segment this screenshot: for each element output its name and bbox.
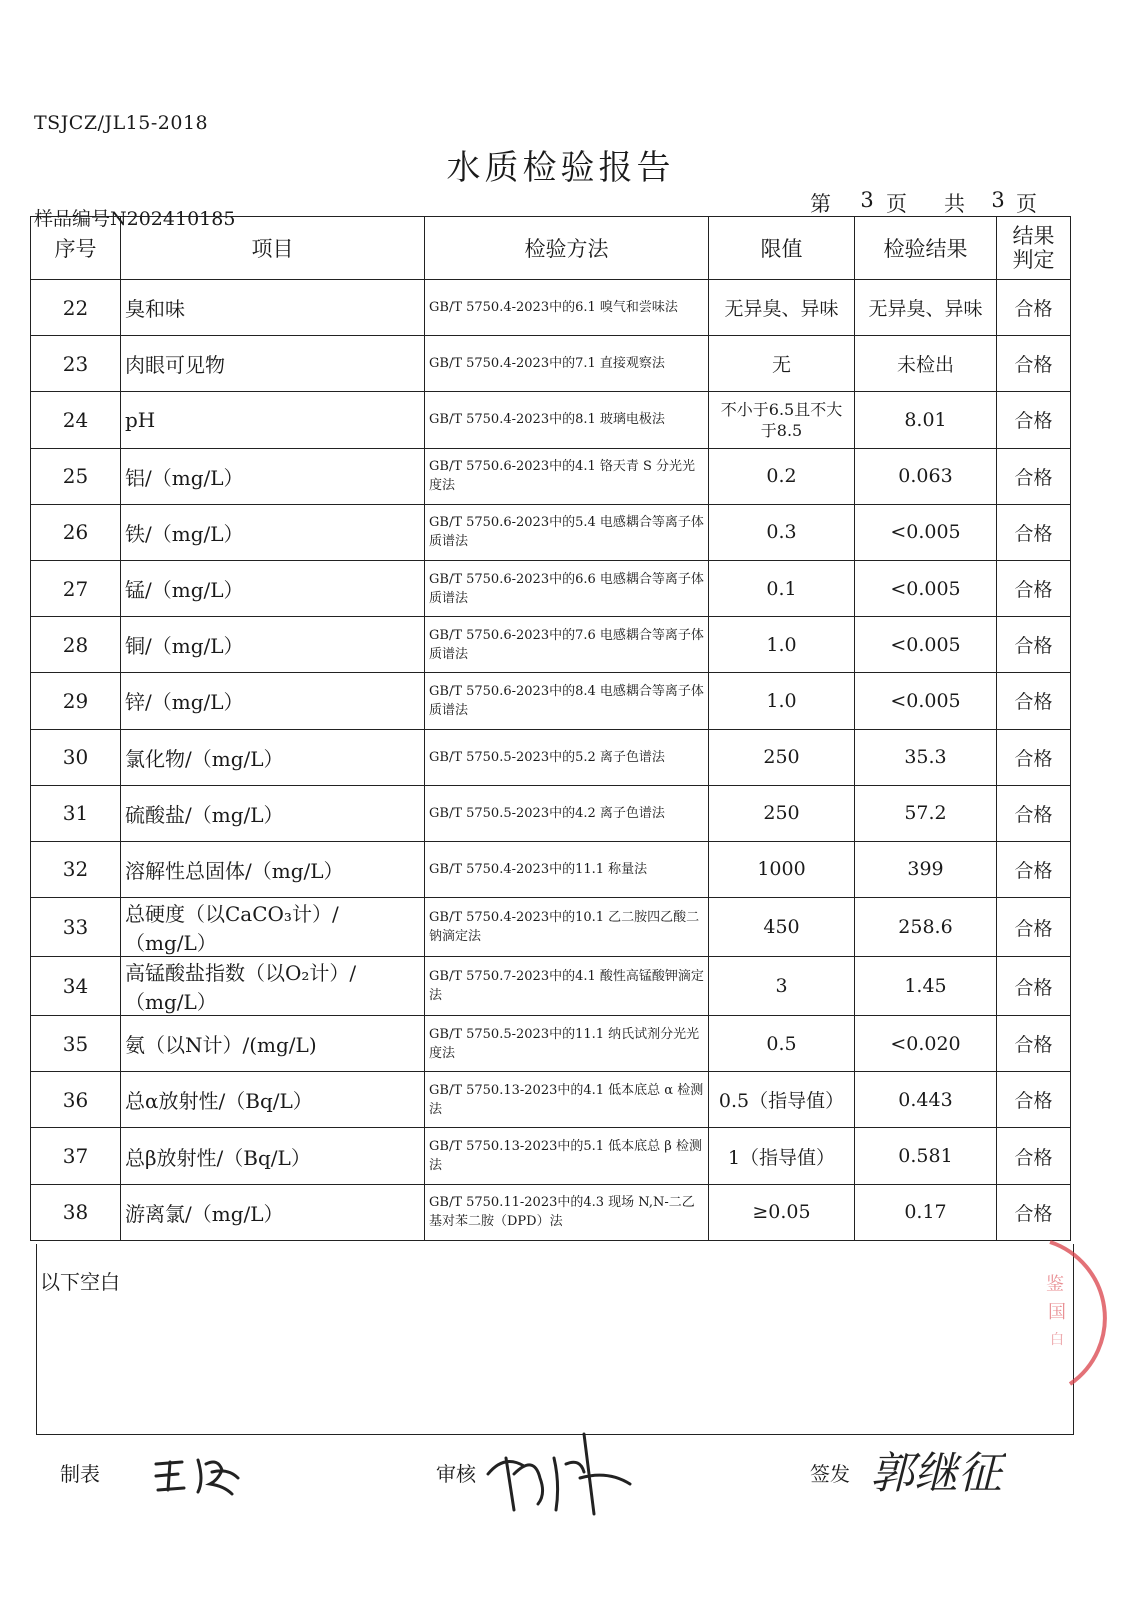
row-method: GB/T 5750.5-2023中的11.1 纳氏试剂分光光度法 [425, 1016, 709, 1072]
table-row [31, 560, 1071, 616]
row-judgement: 合格 [997, 1184, 1071, 1240]
row-number: 38 [31, 1184, 121, 1240]
table-row [31, 841, 1071, 897]
row-limit: 1000 [709, 841, 855, 897]
row-result: <0.005 [855, 673, 997, 729]
row-item: 游离氯/（mg/L） [121, 1184, 425, 1240]
row-method: GB/T 5750.6-2023中的4.1 铬天青 S 分光光度法 [425, 448, 709, 504]
row-result: 1.45 [855, 957, 997, 1016]
row-number: 35 [31, 1016, 121, 1072]
row-method: GB/T 5750.4-2023中的6.1 嗅气和尝味法 [425, 280, 709, 336]
row-method: GB/T 5750.6-2023中的6.6 电感耦合等离子体质谱法 [425, 560, 709, 616]
blank-area [36, 1244, 1074, 1435]
reviewed-label: 审核 [436, 1462, 476, 1486]
row-limit: 0.2 [709, 448, 855, 504]
row-result: 0.17 [855, 1184, 997, 1240]
row-number: 34 [31, 957, 121, 1016]
row-result: 258.6 [855, 898, 997, 957]
row-number: 32 [31, 841, 121, 897]
row-number: 26 [31, 504, 121, 560]
row-number: 31 [31, 785, 121, 841]
row-limit: 3 [709, 957, 855, 1016]
row-method: GB/T 5750.13-2023中的5.1 低本底总 β 检测法 [425, 1128, 709, 1184]
row-method: GB/T 5750.4-2023中的8.1 玻璃电极法 [425, 392, 709, 448]
svg-text:鉴: 鉴 [1046, 1274, 1064, 1295]
row-judgement: 合格 [997, 617, 1071, 673]
row-number: 37 [31, 1128, 121, 1184]
row-limit: 0.5 [709, 1016, 855, 1072]
header-no: 序号 [31, 217, 121, 280]
table-row [31, 898, 1071, 957]
row-item: 硫酸盐/（mg/L） [121, 785, 425, 841]
row-item: 总α放射性/（Bq/L） [121, 1072, 425, 1128]
row-limit: ≥0.05 [709, 1184, 855, 1240]
table-row [31, 617, 1071, 673]
row-method: GB/T 5750.6-2023中的5.4 电感耦合等离子体质谱法 [425, 504, 709, 560]
row-method: GB/T 5750.4-2023中的11.1 称量法 [425, 841, 709, 897]
table-row [31, 785, 1071, 841]
table-row [31, 392, 1071, 448]
row-limit: 1.0 [709, 673, 855, 729]
header-method: 检验方法 [425, 217, 709, 280]
row-judgement: 合格 [997, 785, 1071, 841]
row-limit: 不小于6.5且不大于8.5 [709, 392, 855, 448]
row-judgement: 合格 [997, 504, 1071, 560]
row-item: 氨（以N计）/(mg/L) [121, 1016, 425, 1072]
row-judgement: 合格 [997, 1072, 1071, 1128]
table-row [31, 957, 1071, 1016]
row-result: <0.005 [855, 560, 997, 616]
row-limit: 250 [709, 785, 855, 841]
blank-note: 以下空白 [40, 1270, 120, 1294]
row-item: 锌/（mg/L） [121, 673, 425, 729]
page-current: 3 [860, 188, 874, 212]
row-result: 未检出 [855, 336, 997, 392]
page-label-ye2: 页 [1016, 192, 1037, 216]
row-limit: 0.3 [709, 504, 855, 560]
row-item: 高锰酸盐指数（以O₂计）/（mg/L） [121, 957, 425, 1016]
row-number: 25 [31, 448, 121, 504]
row-judgement: 合格 [997, 560, 1071, 616]
report-title: 水质检验报告 [446, 148, 675, 188]
table-row [31, 729, 1071, 785]
page-indicator [810, 188, 1046, 218]
row-judgement: 合格 [997, 841, 1071, 897]
row-number: 24 [31, 392, 121, 448]
row-limit: 450 [709, 898, 855, 957]
table-row [31, 448, 1071, 504]
header-result: 检验结果 [855, 217, 997, 280]
row-item: 臭和味 [121, 280, 425, 336]
row-item: pH [121, 392, 425, 448]
row-limit: 250 [709, 729, 855, 785]
page-label-ye: 页 [886, 192, 907, 216]
row-result: 399 [855, 841, 997, 897]
row-limit: 1.0 [709, 617, 855, 673]
table-header-row [31, 217, 1071, 280]
table-row [31, 1072, 1071, 1128]
issued-signature-text: 郭继征 [870, 1448, 1002, 1499]
row-result: 0.581 [855, 1128, 997, 1184]
signature-row [0, 1444, 1121, 1524]
row-method: GB/T 5750.7-2023中的4.1 酸性高锰酸钾滴定法 [425, 957, 709, 1016]
row-number: 30 [31, 729, 121, 785]
row-judgement: 合格 [997, 1016, 1071, 1072]
row-method: GB/T 5750.4-2023中的7.1 直接观察法 [425, 336, 709, 392]
row-limit: 0.5（指导值） [709, 1072, 855, 1128]
table-row [31, 673, 1071, 729]
row-result: 无异臭、异味 [855, 280, 997, 336]
table-body [31, 280, 1071, 1241]
form-code: TSJCZ/JL15-2018 [34, 112, 209, 134]
page-label-gong: 共 [944, 192, 965, 216]
table-row [31, 336, 1071, 392]
row-result: 0.443 [855, 1072, 997, 1128]
row-judgement: 合格 [997, 1128, 1071, 1184]
row-judgement: 合格 [997, 280, 1071, 336]
row-result: <0.020 [855, 1016, 997, 1072]
row-judgement: 合格 [997, 673, 1071, 729]
row-item: 铝/（mg/L） [121, 448, 425, 504]
header-item: 项目 [121, 217, 425, 280]
row-limit: 1（指导值） [709, 1128, 855, 1184]
row-result: 57.2 [855, 785, 997, 841]
row-item: 溶解性总固体/（mg/L） [121, 841, 425, 897]
header-judge [997, 217, 1071, 280]
svg-text:国: 国 [1048, 1302, 1066, 1323]
row-limit: 无 [709, 336, 855, 392]
row-judgement: 合格 [997, 448, 1071, 504]
row-method: GB/T 5750.6-2023中的7.6 电感耦合等离子体质谱法 [425, 617, 709, 673]
table-row [31, 1184, 1071, 1240]
row-judgement: 合格 [997, 898, 1071, 957]
row-number: 28 [31, 617, 121, 673]
row-result: 8.01 [855, 392, 997, 448]
page-total: 3 [991, 188, 1005, 212]
reviewed-signature [484, 1414, 634, 1524]
row-item: 锰/（mg/L） [121, 560, 425, 616]
row-method: GB/T 5750.5-2023中的4.2 离子色谱法 [425, 785, 709, 841]
row-item: 总硬度（以CaCO₃计）/（mg/L） [121, 898, 425, 957]
svg-text:白: 白 [1050, 1332, 1064, 1348]
row-judgement: 合格 [997, 957, 1071, 1016]
row-result: 0.063 [855, 448, 997, 504]
row-item: 氯化物/（mg/L） [121, 729, 425, 785]
row-result: <0.005 [855, 504, 997, 560]
header-judge-line2: 判定 [1012, 248, 1055, 272]
official-seal-stamp [1010, 1238, 1121, 1388]
row-item: 铁/（mg/L） [121, 504, 425, 560]
row-item: 肉眼可见物 [121, 336, 425, 392]
table-row [31, 280, 1071, 336]
row-judgement: 合格 [997, 729, 1071, 785]
page-label-di: 第 [810, 192, 831, 216]
row-number: 36 [31, 1072, 121, 1128]
table-row [31, 504, 1071, 560]
issued-signature [866, 1432, 1006, 1512]
table-row [31, 1016, 1071, 1072]
row-method: GB/T 5750.11-2023中的4.3 现场 N,N-二乙基对苯二胺（DPD）法 [425, 1184, 709, 1240]
row-number: 33 [31, 898, 121, 957]
row-limit: 0.1 [709, 560, 855, 616]
row-number: 29 [31, 673, 121, 729]
row-judgement: 合格 [997, 392, 1071, 448]
row-number: 22 [31, 280, 121, 336]
prepared-label: 制表 [60, 1462, 100, 1486]
row-number: 23 [31, 336, 121, 392]
row-limit: 无异臭、异味 [709, 280, 855, 336]
header-limit: 限值 [709, 217, 855, 280]
table-row [31, 1128, 1071, 1184]
row-number: 27 [31, 560, 121, 616]
row-judgement: 合格 [997, 336, 1071, 392]
row-result: <0.005 [855, 617, 997, 673]
row-item: 总β放射性/（Bq/L） [121, 1128, 425, 1184]
row-item: 铜/（mg/L） [121, 617, 425, 673]
row-result: 35.3 [855, 729, 997, 785]
row-method: GB/T 5750.4-2023中的10.1 乙二胺四乙酸二钠滴定法 [425, 898, 709, 957]
row-method: GB/T 5750.6-2023中的8.4 电感耦合等离子体质谱法 [425, 673, 709, 729]
prepared-signature [148, 1450, 248, 1500]
sample-number: 样品编号N202410185 [34, 208, 236, 230]
issued-label: 签发 [810, 1462, 850, 1486]
row-method: GB/T 5750.13-2023中的4.1 低本底总 α 检测法 [425, 1072, 709, 1128]
header-judge-line1: 结果 [1012, 224, 1055, 248]
results-table [30, 216, 1071, 1241]
row-method: GB/T 5750.5-2023中的5.2 离子色谱法 [425, 729, 709, 785]
